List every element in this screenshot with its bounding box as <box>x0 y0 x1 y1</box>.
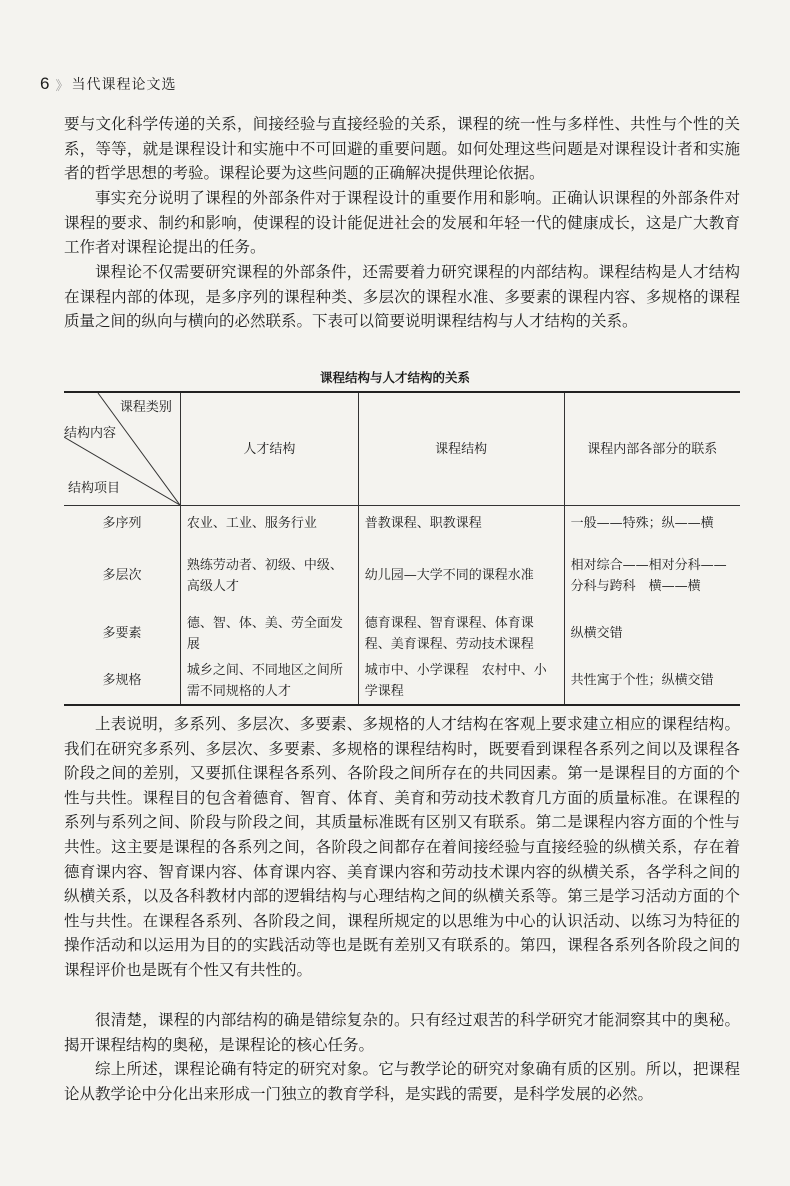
cell-link: 一般——特殊；纵——横 <box>564 506 740 542</box>
row-label: 多要素 <box>64 610 180 658</box>
header-talent: 人才结构 <box>180 392 358 506</box>
table-caption: 课程结构与人才结构的关系 <box>319 370 470 385</box>
cell-link: 纵横交错 <box>564 610 740 658</box>
cell-talent: 德、智、体、美、劳全面发展 <box>180 610 358 658</box>
cell-talent: 熟练劳动者、初级、中级、高级人才 <box>180 542 358 610</box>
chevron-icon: 》 <box>55 78 66 94</box>
cell-link: 共性寓于个性；纵横交错 <box>564 658 740 705</box>
relation-table <box>64 391 740 706</box>
corner-label-content: 结构内容 <box>64 426 117 441</box>
cell-course: 幼儿园—大学不同的课程水准 <box>358 542 564 610</box>
row-label: 多序列 <box>64 506 180 542</box>
row-label: 多层次 <box>64 542 180 610</box>
corner-label-item: 结构项目 <box>68 481 121 496</box>
cell-link: 相对综合——相对分科——分科与跨科 横——横 <box>564 542 740 610</box>
paragraph-4: 上表说明，多系列、多层次、多要素、多规格的人才结构在客观上要求建立相应的课程结构。我们在研究多系列、多层次、多要素、多规格的课程结构时，既要看到课程各系列之间以及课程各阶段之间的差别，又要抓住课程各系列、各阶段之间所存在的共同因素。第一是课程目的方面的个性与共性。课程目的包含着德育、智育、体育、美育和劳动技术教育几方面的质量标准。在课程的系列与系列之间、阶段与阶段之间，其质量标准既有区别又有联系。第二是课程内容方面的个性与共性。这主要是课程的各系列之间，各阶段之间都存在着间接经验与直接经验的纵横关系，存在着德育课内容、智育课内容、体育课内容、美育课内容和劳动技术课内容的纵横关系，各学科之间的纵横关系，以及各科教材内部的逻辑结构与心理结构之间的纵横关系等。第三是学习活动方面的个性与共性。在课程各系列、各阶段之间，课程所规定的以思维为中心的认识活动、以练习为特征的操作活动和以运用为目的的实践活动等也是既有差别又有联系的。第四，课程各系列各阶段之间的课程评价也是既有个性又有共性的。 <box>64 715 740 979</box>
table-row <box>64 506 740 542</box>
page-header <box>40 74 176 94</box>
cell-course: 城市中、小学课程 农村中、小学课程 <box>358 658 564 705</box>
corner-label-category: 课程类别 <box>119 400 172 415</box>
paragraph-2: 事实充分说明了课程的外部条件对于课程设计的重要作用和影响。正确认识课程的外部条件对课程的要求、制约和影响，使课程的设计能促进社会的发展和年轻一代的健康成长，这是广大教育工作者对课程论提出的任务。 <box>64 189 740 257</box>
page-number: 6 <box>40 74 50 93</box>
paragraph-5: 很清楚，课程的内部结构的确是错综复杂的。只有经过艰苦的科学研究才能洞察其中的奥秘。揭开课程结构的奥秘，是课程论的核心任务。 <box>64 1011 740 1054</box>
cell-talent: 城乡之间、不同地区之间所需不同规格的人才 <box>180 658 358 705</box>
diagonal-header-cell <box>64 392 180 506</box>
paragraph-3: 课程论不仅需要研究课程的外部条件，还需要着力研究课程的内部结构。课程结构是人才结构在课程内部的体现，是多序列的课程种类、多层次的课程水准、多要素的课程内容、多规格的课程质量之间的纵向与横向的必然联系。下表可以简要说明课程结构与人才结构的关系。 <box>64 263 740 331</box>
paragraph-6: 综上所述，课程论确有特定的研究对象。它与教学论的研究对象确有质的区别。所以，把课程论从教学论中分化出来形成一门独立的教育学科，是实践的需要，是科学发展的必然。 <box>64 1060 740 1103</box>
table-row <box>64 610 740 658</box>
table-header-row <box>64 392 740 506</box>
cell-talent: 农业、工业、服务行业 <box>180 506 358 542</box>
cell-course: 普教课程、职教课程 <box>358 506 564 542</box>
table-row <box>64 542 740 610</box>
paragraph-1: 要与文化科学传递的关系，间接经验与直接经验的关系，课程的统一性与多样性、共性与个性的关系，等等，就是课程设计和实施中不可回避的重要问题。如何处理这些问题是对课程设计者和实施者的哲学思想的考验。课程论要为这些问题的正确解决提供理论依据。 <box>64 115 740 183</box>
row-label: 多规格 <box>64 658 180 705</box>
header-course: 课程结构 <box>358 392 564 506</box>
cell-course: 德育课程、智育课程、体育课程、美育课程、劳动技术课程 <box>358 610 564 658</box>
running-title: 当代课程论文选 <box>71 77 177 93</box>
header-link: 课程内部各部分的联系 <box>564 392 740 506</box>
table-row <box>64 658 740 705</box>
